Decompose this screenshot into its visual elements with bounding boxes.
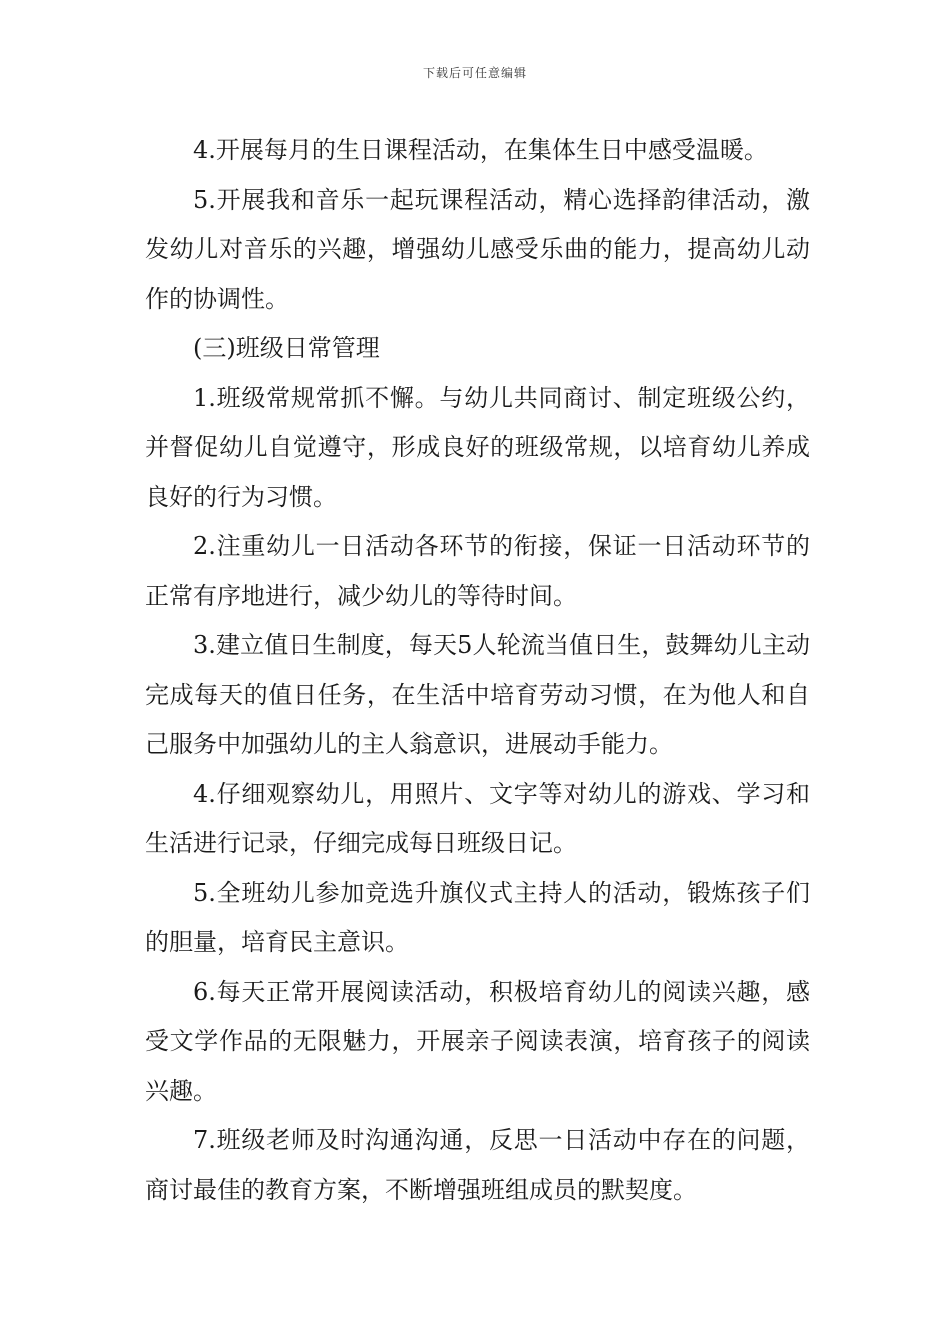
paragraph-daily-transition: 2.注重幼儿一日活动各环节的衔接，保证一日活动环节的正常有序地进行，减少幼儿的等待时间。 xyxy=(145,532,810,610)
paragraph-reading: 6.每天正常开展阅读活动，积极培育幼儿的阅读兴趣，感受文学作品的无限魅力，开展亲子阅读表演，培育孩子的阅读兴趣。 xyxy=(145,977,810,1105)
paragraph-observation: 4.仔细观察幼儿，用照片、文字等对幼儿的游戏、学习和生活进行记录，仔细完成每日班级日记。 xyxy=(145,779,810,857)
paragraph-birthday-activity: 4.开展每月的生日课程活动，在集体生日中感受温暖。 xyxy=(193,136,768,164)
section-heading-class-management: (三)班级日常管理 xyxy=(193,334,380,362)
paragraph-class-routine: 1.班级常规常抓不懈。与幼儿共同商讨、制定班级公约，并督促幼儿自觉遵守，形成良好的班级常规，以培育幼儿养成良好的行为习惯。 xyxy=(145,383,810,511)
document-body xyxy=(145,126,810,1215)
paragraph-teacher-communication: 7.班级老师及时沟通沟通，反思一日活动中存在的问题，商讨最佳的教育方案，不断增强班组成员的默契度。 xyxy=(145,1126,810,1204)
paragraph-music-activity: 5.开展我和音乐一起玩课程活动，精心选择韵律活动，激发幼儿对音乐的兴趣，增强幼儿感受乐曲的能力，提高幼儿动作的协调性。 xyxy=(145,185,810,313)
page-header-note: 下载后可任意编辑 xyxy=(422,66,527,80)
paragraph-duty-system: 3.建立值日生制度，每天5人轮流当值日生，鼓舞幼儿主动完成每天的值日任务，在生活中培育劳动习惯，在为他人和自己服务中加强幼儿的主人翁意识，进展动手能力。 xyxy=(145,631,810,758)
paragraph-host-election: 5.全班幼儿参加竞选升旗仪式主持人的活动，锻炼孩子们的胆量，培育民主意识。 xyxy=(145,878,810,956)
